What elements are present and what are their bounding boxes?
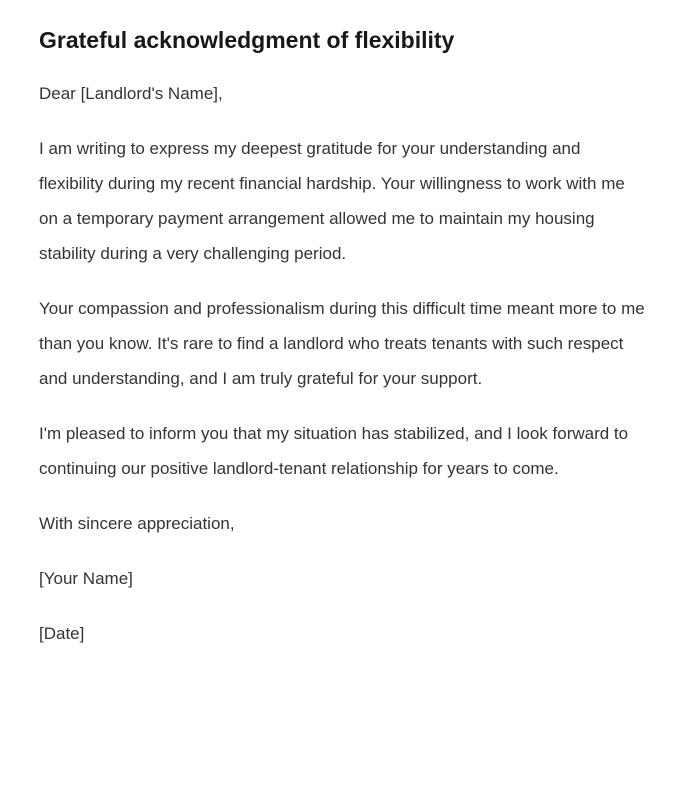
letter-paragraph: I'm pleased to inform you that my situation has stabilized, and I look forward to continuing our positive landlord-tenant relationship for years to come. bbox=[39, 424, 629, 478]
closing-line: With sincere appreciation, bbox=[39, 514, 235, 533]
page-title: Grateful acknowledgment of flexibility bbox=[39, 27, 455, 53]
letter-paragraph: Your compassion and professionalism during this difficult time meant more to me than you know. It's rare to find a landlord who treats tenants with such respect and understanding, and I am truly grateful for your support. bbox=[39, 299, 645, 388]
signature-placeholder: [Your Name] bbox=[39, 569, 133, 588]
date-placeholder: [Date] bbox=[39, 624, 85, 643]
salutation-line: Dear [Landlord's Name], bbox=[39, 84, 223, 103]
letter-paragraph: I am writing to express my deepest gratitude for your understanding and flexibility during my recent financial hardship. Your willingness to work with me on a temporary payment arrangement allowed me to maintain my housing stability during a very challenging period. bbox=[39, 139, 625, 263]
